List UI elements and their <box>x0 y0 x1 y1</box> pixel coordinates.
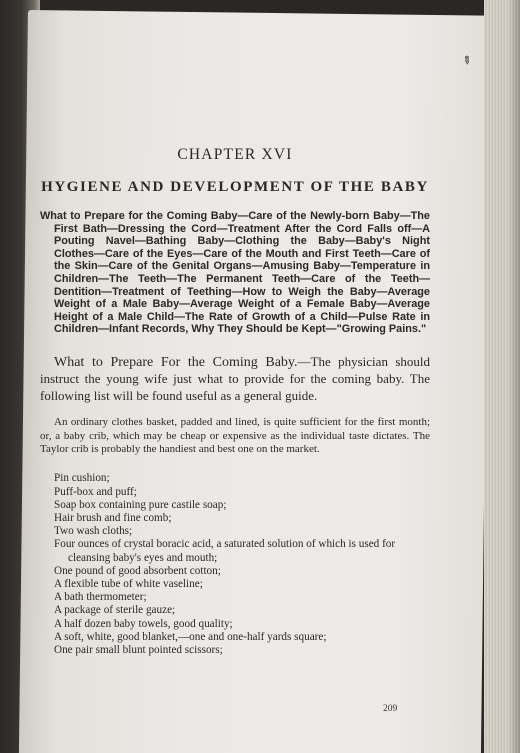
page-number: 209 <box>383 704 398 714</box>
list-item: A package of sterile gauze; <box>54 604 176 617</box>
list-item: A half dozen baby towels, good quality; <box>54 617 233 630</box>
ink-mark-icon: ✎ <box>458 53 474 69</box>
list-item: One pound of good absorbent cotton; <box>54 564 221 577</box>
list-item: Pin cushion; <box>54 472 110 485</box>
section-paragraph <box>40 354 430 405</box>
list-item: Two wash cloths; <box>54 525 133 538</box>
list-item: A flexible tube of white vaseline; <box>54 577 203 590</box>
list-item: Four ounces of crystal boracic acid, a saturated solution of which is used for cleansing baby's eyes and mouth; <box>54 538 396 564</box>
list-item: Puff-box and puff; <box>54 485 137 498</box>
chapter-heading: CHAPTER XVI <box>177 146 293 163</box>
supplies-list <box>40 472 430 657</box>
list-item: Hair brush and fine comb; <box>54 511 172 524</box>
edge-shadow <box>508 0 520 753</box>
section-heading: What to Prepare For the Coming Baby. <box>54 354 298 370</box>
basket-paragraph: An ordinary clothes basket, padded and lined, is quite sufficient for the first month; or, a baby crib, which may be cheap or expensive as the individual taste dictates. The Taylor crib is probably the handiest and best one on the market. <box>40 416 430 456</box>
chapter-title: HYGIENE AND DEVELOPMENT OF THE BABY <box>41 179 429 195</box>
section-text: —The physician should instruct the young wife just what to provide for the coming baby. The following list will be found useful as a general guide. <box>40 353 430 403</box>
list-item: A bath thermometer; <box>54 591 147 604</box>
page-text <box>40 146 430 657</box>
list-item: Soap box containing pure castile soap; <box>54 498 227 511</box>
list-item: A soft, white, good blanket,—one and one-half yards square; <box>54 630 327 643</box>
list-item: One pair small blunt pointed scissors; <box>54 643 223 656</box>
chapter-summary: What to Prepare for the Coming Baby—Care of the Newly-born Baby—The First Bath—Dressing the Cord—Treatment After the Cord Falls off—A Pouting Navel—Bathing Baby—Clothing the Baby—Baby's Night Clothes—Care of the Eyes—Care of the Mouth and First Teeth—Care of the Skin—Care of the Genital Organs—Amusing Baby—Temperature in Children—The Teeth—The Permanent Teeth—Care of the Teeth—Dentition—Treatment of Teething—How to Weigh the Baby—Average Weight of a Male Baby—Average Weight of a Female Baby—Average Height of a Male Child—The Rate of Growth of a Child—Pulse Rate in Children—Infant Records, Why They Should be Kept—"Growing Pains." <box>40 210 430 336</box>
